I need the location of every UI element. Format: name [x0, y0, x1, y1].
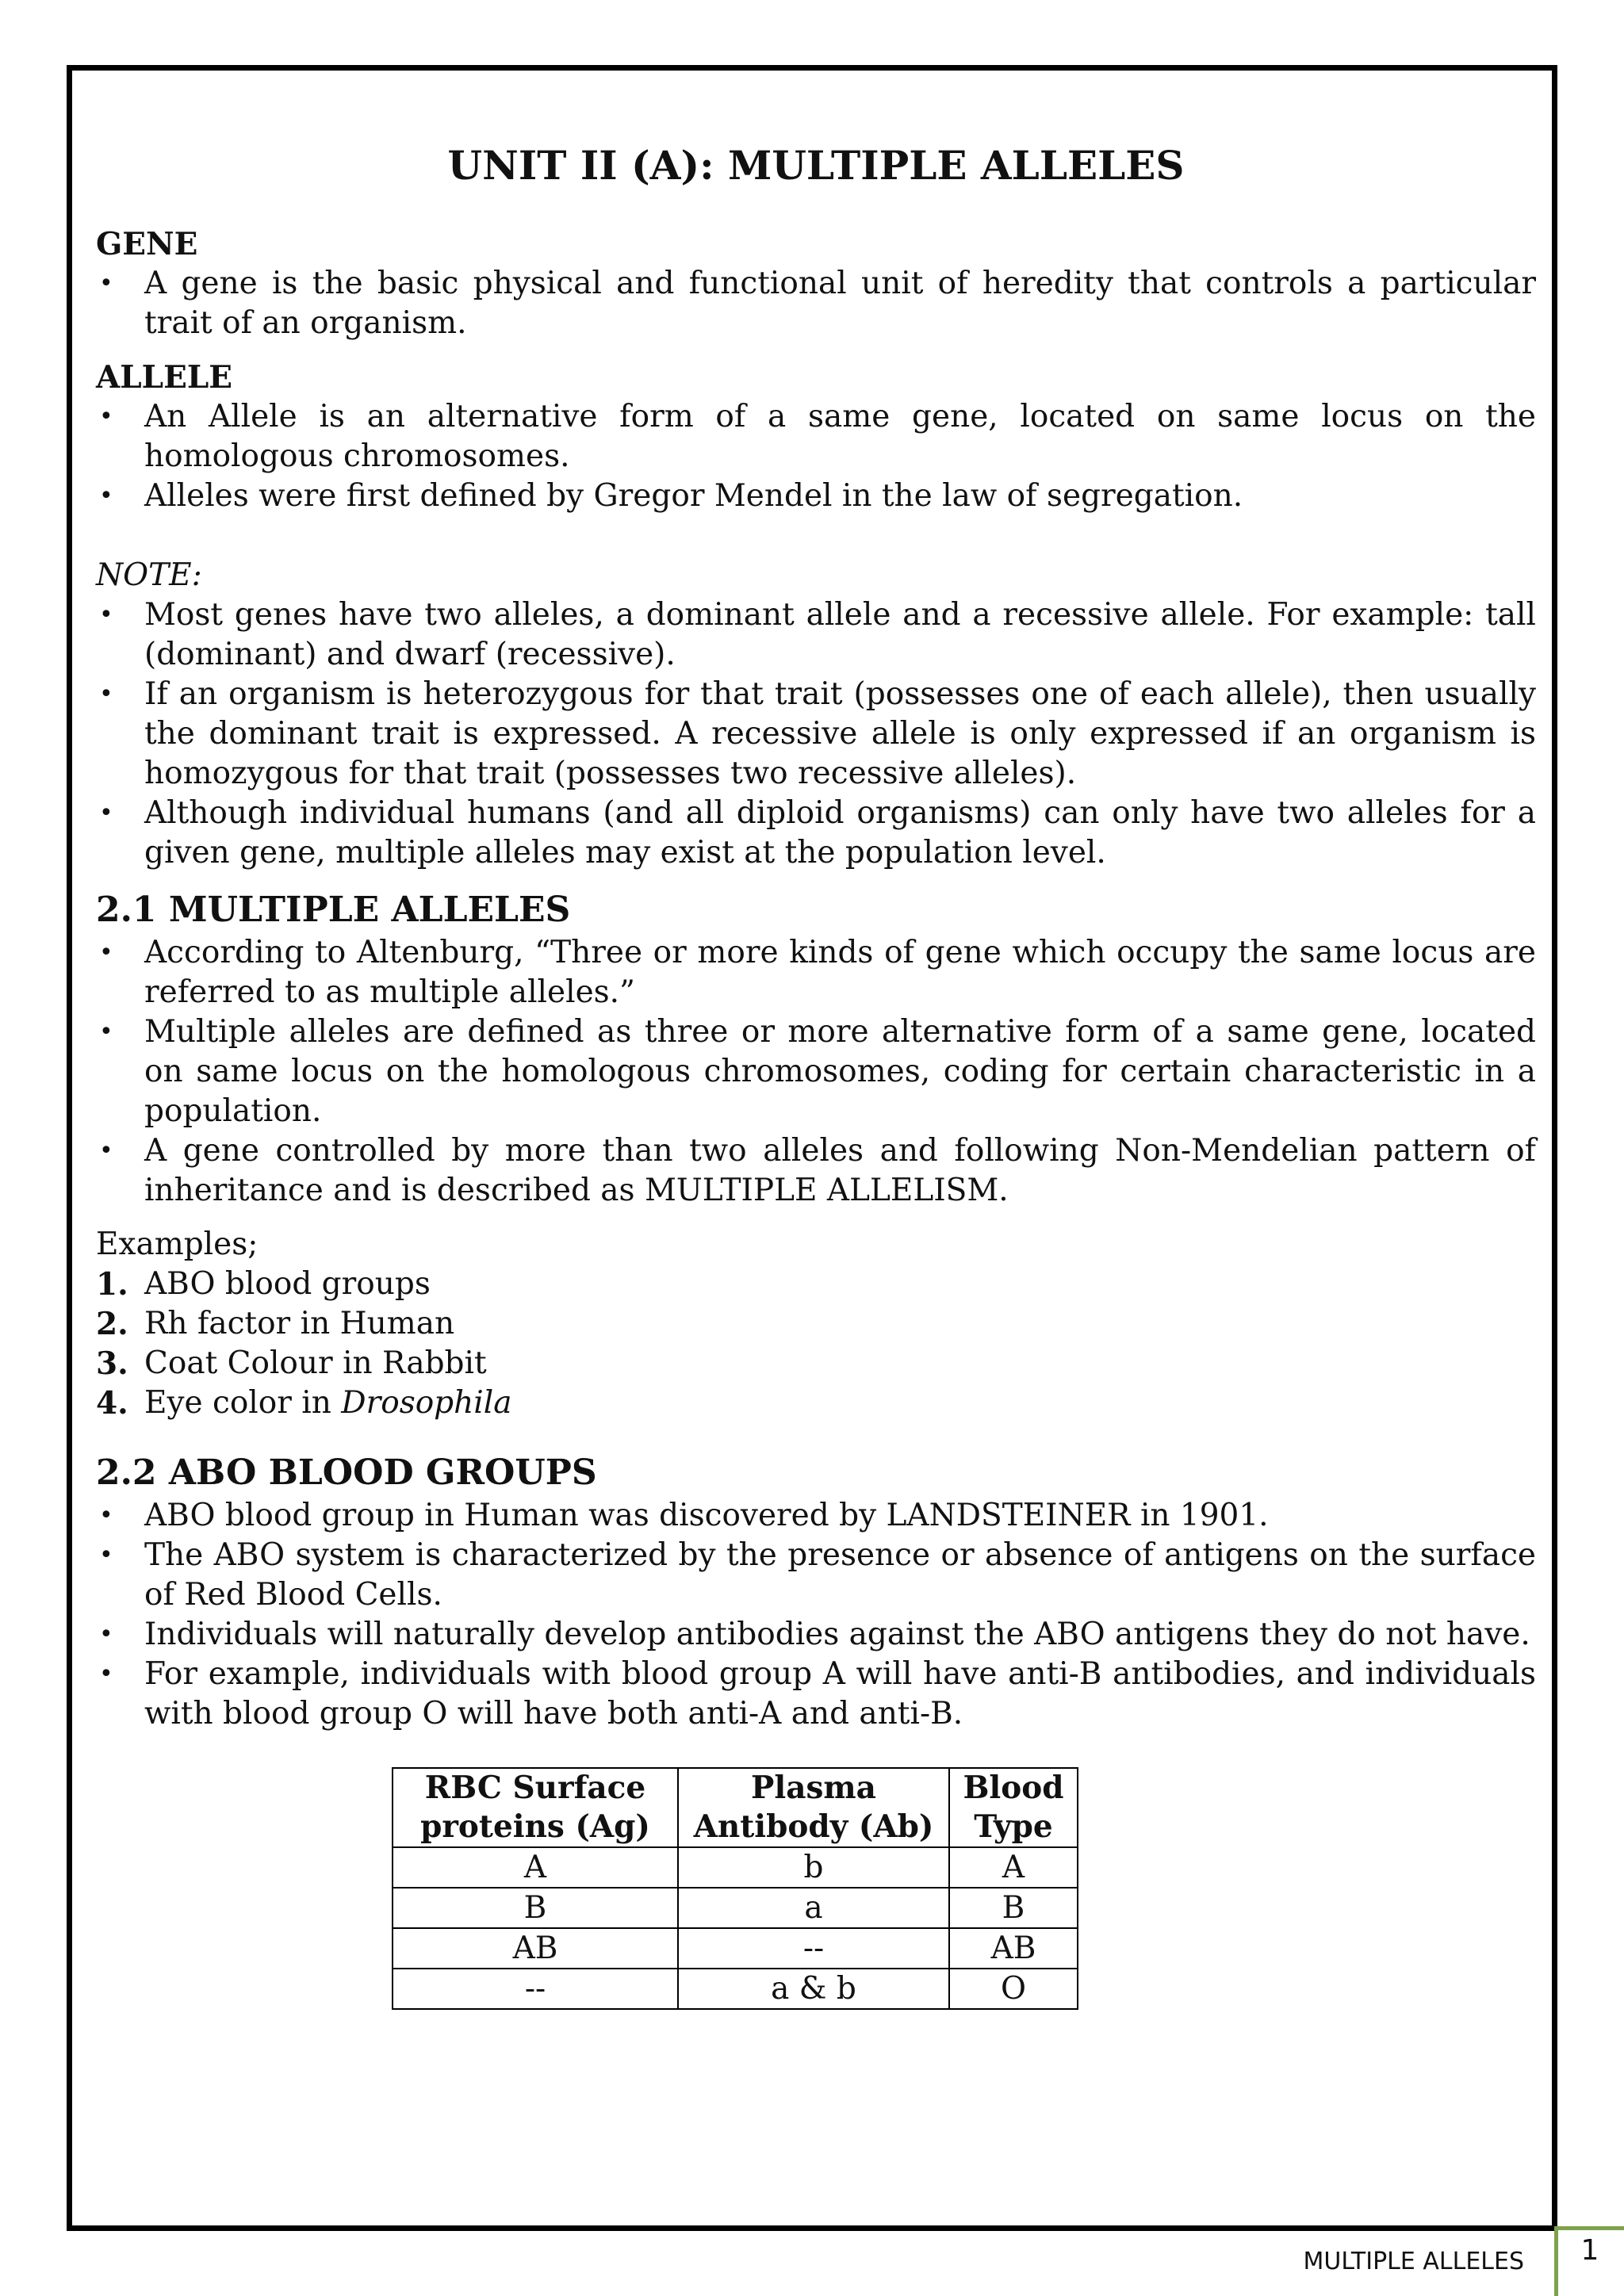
- table-header-cell: Plasma Antibody (Ab): [678, 1768, 949, 1847]
- note-label: NOTE:: [96, 557, 202, 593]
- abo-table: [392, 1767, 1078, 2010]
- abo-heading: 2.2 ABO BLOOD GROUPS: [96, 1452, 597, 1493]
- table-cell: B: [949, 1888, 1078, 1928]
- abo-list: [96, 1496, 1536, 1734]
- list-item: • According to Altenburg, “Three or more kinds of gene which occupy the same locus are referred to as multiple alleles.”: [96, 933, 1536, 1012]
- table-row: [393, 1847, 1078, 1888]
- page-border: [67, 65, 1557, 2231]
- table-cell: AB: [949, 1928, 1078, 1969]
- note-list: [96, 595, 1536, 873]
- table-cell: B: [393, 1888, 678, 1928]
- table-cell: --: [678, 1928, 949, 1969]
- list-item: 2. Rh factor in Human: [96, 1306, 455, 1342]
- table-row: [393, 1888, 1078, 1928]
- table-cell: A: [393, 1847, 678, 1888]
- multiple-alleles-list: [96, 933, 1536, 1211]
- list-item: • Individuals will naturally develop antibodies against the ABO antigens they do not have.: [96, 1615, 1536, 1655]
- table-row: [393, 1928, 1078, 1969]
- list-item: • A gene controlled by more than two alleles and following Non-Mendelian pattern of inheritance and is described as MULTIPLE ALLELISM.: [96, 1131, 1536, 1211]
- table-cell: A: [949, 1847, 1078, 1888]
- table-header-cell: Blood Type: [949, 1768, 1078, 1847]
- examples-list: [96, 1265, 1536, 1423]
- list-item: • A gene is the basic physical and functional unit of heredity that controls a particular trait of an organism.: [96, 264, 1536, 343]
- table-header-cell: RBC Surface proteins (Ag): [393, 1768, 678, 1847]
- list-item: • An Allele is an alternative form of a same gene, located on same locus on the homologous chromosomes.: [96, 397, 1536, 476]
- list-item: • Alleles were first defined by Gregor Mendel in the law of segregation.: [96, 476, 1536, 516]
- allele-heading: ALLELE: [96, 359, 232, 396]
- table-cell: O: [949, 1969, 1078, 2009]
- list-item: • ABO blood group in Human was discovered by LANDSTEINER in 1901.: [96, 1496, 1536, 1536]
- table-cell: a: [678, 1888, 949, 1928]
- list-item: • If an organism is heterozygous for that trait (possesses one of each allele), then usually the dominant trait is expressed. A recessive allele is only expressed if an organism is homozygous for that trait (possesses two recessive alleles).: [96, 675, 1536, 794]
- footer-label: MULTIPLE ALLELES: [1303, 2248, 1524, 2275]
- list-item: • For example, individuals with blood group A will have anti-B antibodies, and individuals with blood group O will have both anti-A and anti-B.: [96, 1655, 1536, 1734]
- page-number-corner-line: [1554, 2226, 1558, 2296]
- multiple-alleles-heading: 2.1 MULTIPLE ALLELES: [96, 890, 571, 930]
- list-item: • Multiple alleles are defined as three or more alternative form of a same gene, located on same locus on the homologous chromosomes, coding for certain characteristic in a population.: [96, 1012, 1536, 1131]
- document-body: [96, 142, 1536, 2010]
- page-title: UNIT II (A): MULTIPLE ALLELES: [447, 142, 1185, 189]
- table-cell: --: [393, 1969, 678, 2009]
- table-cell: b: [678, 1847, 949, 1888]
- page-number: 1: [1580, 2234, 1599, 2267]
- examples-label: Examples;: [96, 1226, 259, 1262]
- table-cell: AB: [393, 1928, 678, 1969]
- list-item: 1. ABO blood groups: [96, 1266, 431, 1303]
- table-row: [393, 1969, 1078, 2009]
- gene-heading: GENE: [96, 226, 198, 262]
- page-number-corner-line: [1554, 2226, 1624, 2230]
- table-header-row: [393, 1768, 1078, 1847]
- list-item: • Although individual humans (and all diploid organisms) can only have two alleles for a given gene, multiple alleles may exist at the population level.: [96, 794, 1536, 873]
- gene-list: [96, 264, 1536, 343]
- allele-list: [96, 397, 1536, 516]
- list-item: • The ABO system is characterized by the presence or absence of antigens on the surface of Red Blood Cells.: [96, 1536, 1536, 1615]
- list-item: 3. Coat Colour in Rabbit: [96, 1345, 487, 1382]
- list-item: • Most genes have two alleles, a dominant allele and a recessive allele. For example: tall (dominant) and dwarf (recessive).: [96, 595, 1536, 675]
- list-item: 4. Eye color in Drosophila: [96, 1385, 512, 1422]
- table-cell: a & b: [678, 1969, 949, 2009]
